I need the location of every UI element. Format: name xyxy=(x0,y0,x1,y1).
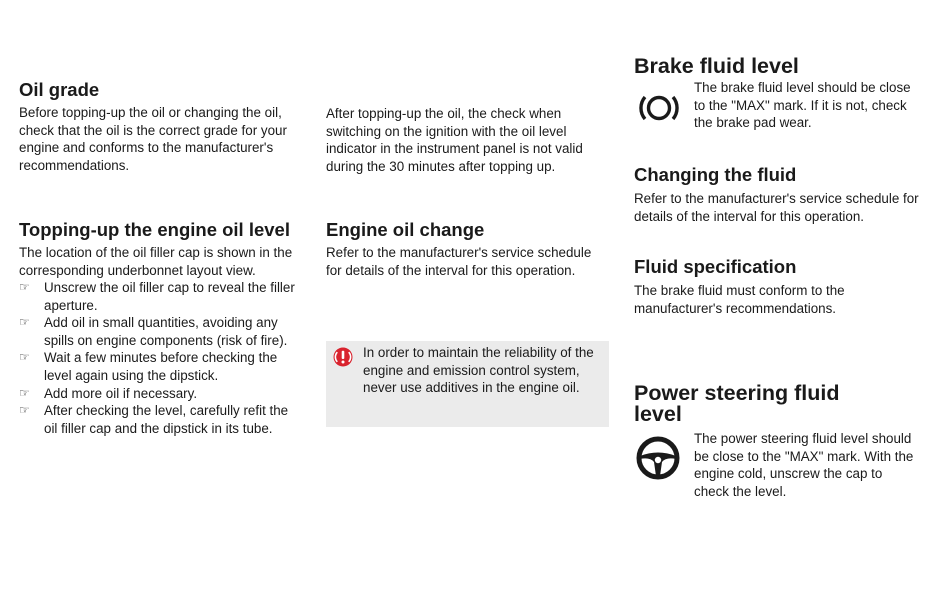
changing-fluid-text: Refer to the manufacturer's service schedule for details of the interval for this operation. xyxy=(634,191,919,224)
pointing-hand-icon: ☞ xyxy=(19,403,30,418)
engine-oil-change-heading: Engine oil change xyxy=(326,219,485,240)
step-text: Unscrew the oil filler cap to reveal the filler aperture. xyxy=(44,280,295,313)
fluid-spec-text: The brake fluid must conform to the manufacturer's recommendations. xyxy=(634,283,845,316)
brake-warning-icon xyxy=(638,88,680,128)
brake-fluid-heading: Brake fluid level xyxy=(634,54,799,78)
topping-up-intro: The location of the oil filler cap is shown in the corresponding underbonnet layout view. xyxy=(19,245,293,278)
step-text: Add oil in small quantities, avoiding any spills on engine components (risk of fire). xyxy=(44,315,288,348)
exclamation-warning-icon xyxy=(333,347,353,367)
warning-box xyxy=(326,341,609,427)
step-item xyxy=(19,385,304,403)
topping-up-steps xyxy=(19,279,304,437)
after-topping-text: After topping-up the oil, the check when switching on the ignition with the oil level indicator in the instrument panel is not valid during the 30 minutes after topping up. xyxy=(326,106,583,174)
pointing-hand-icon: ☞ xyxy=(19,385,30,400)
step-item xyxy=(19,402,304,437)
step-text: After checking the level, carefully refit the oil filler cap and the dipstick in its tube. xyxy=(44,403,289,436)
pointing-hand-icon: ☞ xyxy=(19,350,30,365)
oil-grade-text: Before topping-up the oil or changing the oil, check that the oil is the correct grade for your engine and conforms to the manufacturer's recommendations. xyxy=(19,105,287,173)
power-steering-text: The power steering fluid level should be close to the "MAX" mark. With the engine cold, unscrew the cap to check the level. xyxy=(694,431,914,499)
step-item xyxy=(19,349,304,384)
warning-text: In order to maintain the reliability of the engine and emission control system, never use additives in the engine oil. xyxy=(363,345,594,396)
oil-grade-heading: Oil grade xyxy=(19,79,100,100)
pointing-hand-icon: ☞ xyxy=(19,280,30,294)
pointing-hand-icon: ☞ xyxy=(19,315,30,330)
step-text: Add more oil if necessary. xyxy=(44,385,198,401)
step-text: Wait a few minutes before checking the level again using the dipstick. xyxy=(44,350,278,383)
steering-wheel-icon xyxy=(636,436,680,480)
topping-up-heading: Topping-up the engine oil level xyxy=(19,219,290,240)
fluid-spec-heading: Fluid specification xyxy=(634,256,797,277)
engine-oil-change-text: Refer to the manufacturer's service schedule for details of the interval for this operation. xyxy=(326,245,592,278)
step-item xyxy=(19,279,304,314)
brake-fluid-text: The brake fluid level should be close to the "MAX" mark. If it is not, check the brake pad wear. xyxy=(694,80,911,131)
step-item xyxy=(19,314,304,349)
changing-fluid-heading: Changing the fluid xyxy=(634,164,797,185)
power-steering-heading: Power steering fluid level xyxy=(634,381,840,426)
